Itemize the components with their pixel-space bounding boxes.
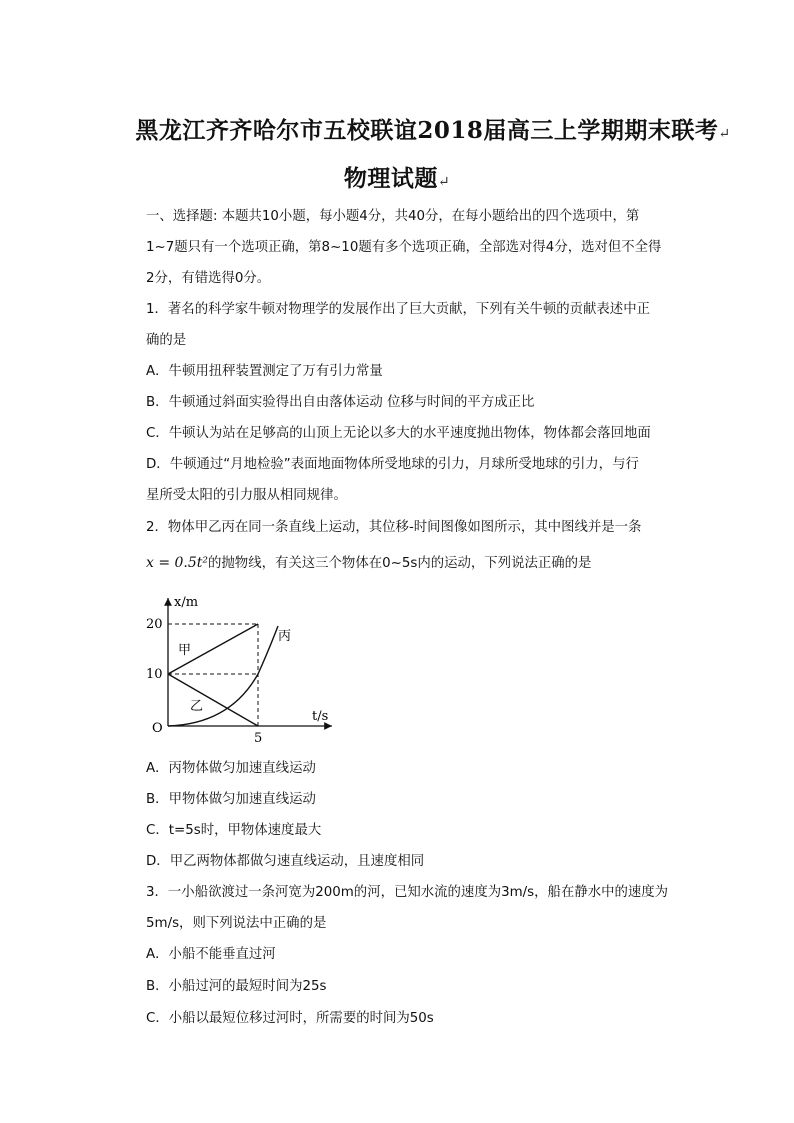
text-line: 1~7题只有一个选项正确，第8~10题有多个选项正确，全部选对得4分，选对但不全得 bbox=[146, 240, 662, 255]
line-yi bbox=[168, 674, 258, 726]
text-line: 一、选择题: 本题共10小题，每小题4分，共40分，在每小题给出的四个选项中，第 bbox=[146, 209, 640, 224]
text-line: 2分，有错选得0分。 bbox=[146, 271, 271, 286]
question-1-text: 1．著名的科学家牛顿对物理学的发展作出了巨大贡献，下列有关牛顿的贡献表述中正 bbox=[146, 302, 650, 317]
q3-option-c: C．小船以最短位移过河时，所需要的时间为50s bbox=[146, 1011, 434, 1026]
q2-option-c: C．t=5s时，甲物体速度最大 bbox=[146, 823, 322, 838]
label-jia: 甲 bbox=[178, 643, 192, 658]
q2-option-d: D．甲乙两物体都做匀速直线运动，且速度相同 bbox=[146, 854, 425, 869]
label-bing: 丙 bbox=[278, 629, 292, 644]
y-tick-10: 10 bbox=[146, 667, 163, 682]
x-tick-5: 5 bbox=[254, 731, 263, 742]
title-line2-text: 物理试题 bbox=[343, 165, 438, 192]
return-mark: ↵ bbox=[718, 126, 731, 142]
y-axis-label: x/m bbox=[174, 595, 199, 610]
q1-option-d: D．牛顿通过“月地检验”表面地面物体所受地球的引力，月球所受地球的引力，与行 bbox=[146, 457, 639, 472]
label-yi: 乙 bbox=[190, 699, 204, 714]
return-mark: ↵ bbox=[437, 174, 451, 190]
curve-bing bbox=[168, 626, 278, 726]
text-line: 确的是 bbox=[146, 333, 187, 348]
text-line: 星所受太阳的引力服从相同规律。 bbox=[146, 488, 347, 503]
question-2-line2 bbox=[146, 554, 706, 573]
q2-option-b: B．甲物体做匀加速直线运动 bbox=[146, 792, 316, 807]
q3-option-b: B．小船过河的最短时间为25s bbox=[146, 979, 327, 994]
origin-label: O bbox=[152, 721, 163, 736]
q1-option-c: C．牛顿认为站在足够高的山顶上无论以多大的水平速度抛出物体，物体都会落回地面 bbox=[146, 426, 651, 441]
q2-rest-text: 的抛物线，有关这三个物体在0~5s内的运动，下列说法正确的是 bbox=[208, 556, 592, 571]
q3-option-a: A．小船不能垂直过河 bbox=[146, 947, 276, 962]
title-line1-text: 黑龙江齐齐哈尔市五校联谊2018届高三上学期期末联考 bbox=[135, 117, 719, 144]
question-3-text: 3．一小船欲渡过一条河宽为200m的河，已知水流的速度为3m/s，船在静水中的速度为 bbox=[146, 885, 669, 900]
document-title-line1 bbox=[0, 112, 794, 145]
question-2-text: 2．物体甲乙丙在同一条直线上运动，其位移-时间图像如图所示，其中图线并是一条 bbox=[146, 520, 642, 535]
parabola-formula: x = 0.5t² bbox=[146, 555, 209, 571]
x-axis-label: t/s bbox=[312, 709, 329, 724]
q2-option-a: A．丙物体做匀加速直线运动 bbox=[146, 761, 316, 776]
x-t-graph bbox=[140, 592, 340, 742]
q1-option-a: A．牛顿用扭秤装置测定了万有引力常量 bbox=[146, 364, 383, 379]
document-title-line2 bbox=[0, 160, 794, 193]
text-line: 5m/s，则下列说法中正确的是 bbox=[146, 916, 327, 931]
q1-option-b: B．牛顿通过斜面实验得出自由落体运动 位移与时间的平方成正比 bbox=[146, 395, 535, 410]
y-tick-20: 20 bbox=[146, 617, 163, 632]
